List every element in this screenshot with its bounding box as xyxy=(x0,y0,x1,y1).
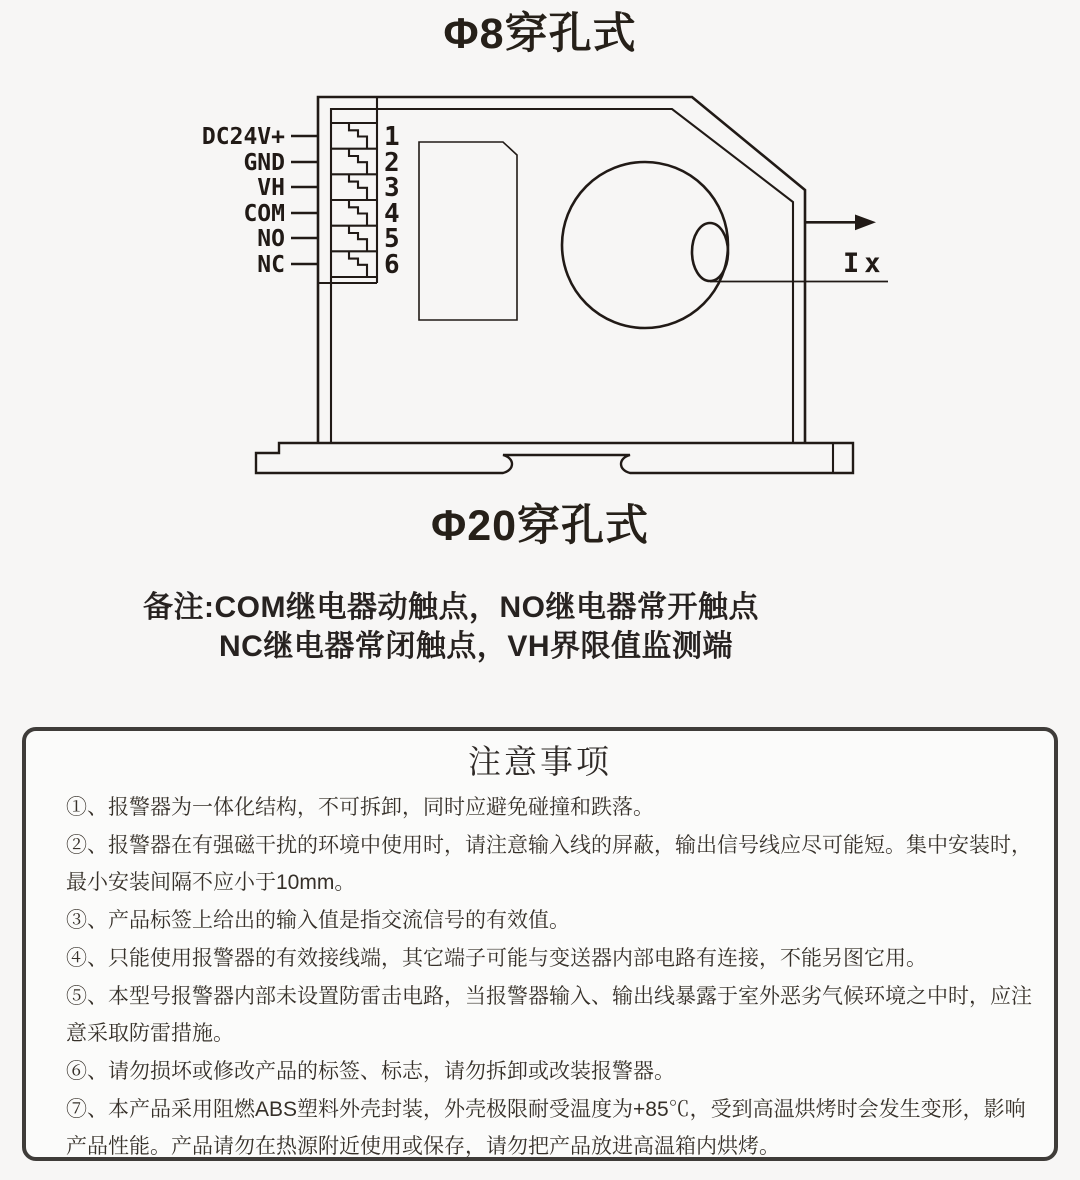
pin-number: 4 xyxy=(384,199,400,229)
precaution-item-4: ④、只能使用报警器的有效接线端，其它端子可能与变送器内部电路有连接，不能另图它用。 xyxy=(66,946,927,970)
din-rail-base xyxy=(256,443,853,473)
pin-number: 1 xyxy=(384,122,400,152)
terminal-label: VH xyxy=(257,175,285,201)
precaution-item-7: ⑦、本产品采用阻燃ABS塑料外壳封装，外壳极限耐受温度为+85℃，受到高温烘烤时会发生变形，影响产品性能。产品请勿在热源附近使用或保存，请勿把产品放进高温箱内烘烤。 xyxy=(66,1097,1026,1159)
through-hole xyxy=(562,162,728,328)
terminal-label: NO xyxy=(257,226,285,252)
terminal-lead-lines xyxy=(291,136,318,264)
remark-note-line1: 备注:COM继电器动触点，NO继电器常开触点 xyxy=(143,591,759,624)
terminal-label: COM xyxy=(243,201,285,227)
precautions-box xyxy=(22,727,1058,1161)
precaution-item-1: ①、报警器为一体化结构，不可拆卸，同时应避免碰撞和跌落。 xyxy=(66,796,654,819)
page-title-phi8: Φ8穿孔式 xyxy=(443,10,637,58)
precautions-title: 注意事项 xyxy=(468,743,612,780)
terminal-label: DC24V+ xyxy=(201,124,285,150)
current-arrow-head xyxy=(855,215,876,231)
terminal-label: GND xyxy=(243,150,285,176)
terminal-label: NC xyxy=(257,252,285,278)
pin-number: 6 xyxy=(384,250,400,280)
remark-note-line2: NC继电器常闭触点，VH界限值监测端 xyxy=(219,630,734,663)
hole-inner-ellipse xyxy=(692,223,728,281)
label-plate xyxy=(419,142,517,320)
pin-number: 5 xyxy=(384,224,400,254)
device-inner-outline xyxy=(331,109,793,443)
wiring-diagram xyxy=(0,0,1080,500)
pin-number: 2 xyxy=(384,148,400,178)
precautions-list xyxy=(66,789,1034,1166)
precaution-item-2: ②、报警器在有强磁干扰的环境中使用时，请注意输入线的屏蔽，输出信号线应尽可能短。集中安装时，最小安装间隔不应小于10mm。 xyxy=(66,833,1032,895)
precaution-item-6: ⑥、请勿损坏或修改产品的标签、标志，请勿拆卸或改装报警器。 xyxy=(66,1059,675,1083)
terminal-cell-dividers xyxy=(331,123,377,277)
pin-number: 3 xyxy=(384,173,400,203)
precaution-item-3: ③、产品标签上给出的输入值是指交流信号的有效值。 xyxy=(66,909,570,933)
remark-note xyxy=(143,588,759,666)
precaution-item-5: ⑤、本型号报警器内部未设置防雷击电路，当报警器输入、输出线暴露于室外恶劣气候环境之中时，应注意采取防雷措施。 xyxy=(66,984,1032,1046)
current-label: Ix xyxy=(843,248,886,279)
page-title-phi20: Φ20穿孔式 xyxy=(430,502,650,550)
